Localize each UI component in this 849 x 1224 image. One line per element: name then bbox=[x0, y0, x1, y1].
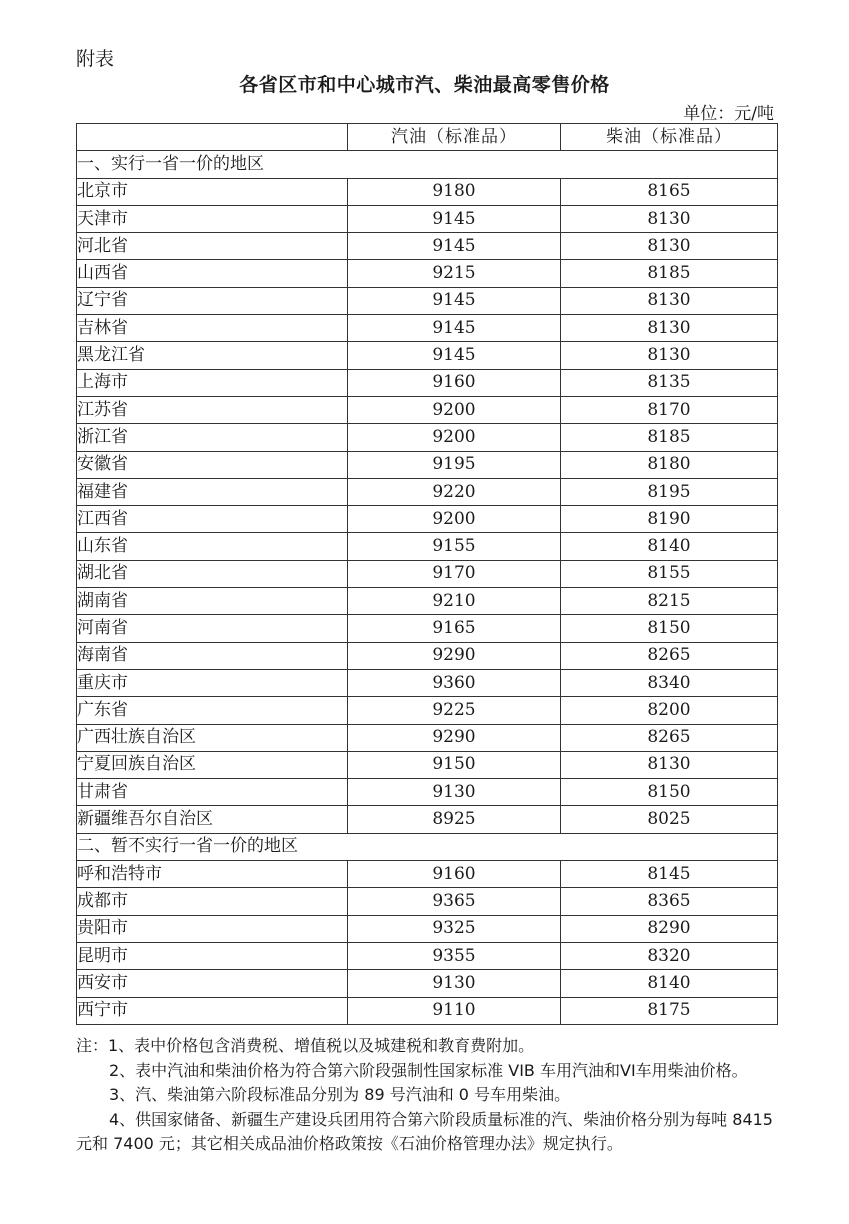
table-row bbox=[77, 260, 778, 287]
table-row bbox=[77, 970, 778, 997]
diesel-price: 8195 bbox=[561, 478, 778, 505]
gasoline-price: 9165 bbox=[348, 615, 561, 642]
region-name: 山西省 bbox=[77, 260, 348, 287]
gasoline-price: 9225 bbox=[348, 697, 561, 724]
section-label: 一、实行一省一价的地区 bbox=[77, 151, 778, 178]
section-row bbox=[77, 151, 778, 178]
table-row bbox=[77, 942, 778, 969]
gasoline-price: 9195 bbox=[348, 451, 561, 478]
diesel-price: 8135 bbox=[561, 369, 778, 396]
diesel-price: 8150 bbox=[561, 779, 778, 806]
table-row bbox=[77, 315, 778, 342]
region-name: 成都市 bbox=[77, 888, 348, 915]
diesel-price: 8130 bbox=[561, 751, 778, 778]
region-name: 辽宁省 bbox=[77, 287, 348, 314]
table-row bbox=[77, 615, 778, 642]
section-label: 二、暂不实行一省一价的地区 bbox=[77, 833, 778, 860]
gasoline-price: 9110 bbox=[348, 997, 561, 1024]
note-1: 注：1、表中价格包含消费税、增值税以及城建税和教育费附加。 bbox=[76, 1036, 535, 1055]
diesel-price: 8175 bbox=[561, 997, 778, 1024]
table-header-row bbox=[77, 124, 778, 151]
gasoline-price: 9200 bbox=[348, 506, 561, 533]
table-row bbox=[77, 779, 778, 806]
table-row bbox=[77, 178, 778, 205]
region-name: 呼和浩特市 bbox=[77, 861, 348, 888]
diesel-price: 8170 bbox=[561, 396, 778, 423]
region-name: 浙江省 bbox=[77, 424, 348, 451]
table-row bbox=[77, 669, 778, 696]
gasoline-price: 9150 bbox=[348, 751, 561, 778]
table-body bbox=[77, 151, 778, 1025]
table-row bbox=[77, 697, 778, 724]
table-row bbox=[77, 533, 778, 560]
gasoline-price: 9145 bbox=[348, 342, 561, 369]
gasoline-price: 9215 bbox=[348, 260, 561, 287]
table-row bbox=[77, 888, 778, 915]
region-name: 吉林省 bbox=[77, 315, 348, 342]
gasoline-price: 9155 bbox=[348, 533, 561, 560]
region-name: 甘肃省 bbox=[77, 779, 348, 806]
gasoline-price: 9130 bbox=[348, 779, 561, 806]
diesel-price: 8140 bbox=[561, 970, 778, 997]
note-4: 4、供国家储备、新疆生产建设兵团用符合第六阶段质量标准的汽、柴油价格分别为每吨 8415 元和 7400 元；其它相关成品油价格政策按《石油价格管理办法》规定执行。 bbox=[76, 1109, 773, 1153]
table-row bbox=[77, 451, 778, 478]
diesel-price: 8165 bbox=[561, 178, 778, 205]
region-name: 上海市 bbox=[77, 369, 348, 396]
diesel-price: 8215 bbox=[561, 588, 778, 615]
diesel-price: 8340 bbox=[561, 669, 778, 696]
diesel-price: 8140 bbox=[561, 533, 778, 560]
region-name: 河北省 bbox=[77, 233, 348, 260]
region-name: 天津市 bbox=[77, 205, 348, 232]
table-row bbox=[77, 588, 778, 615]
table-row bbox=[77, 806, 778, 833]
diesel-price: 8190 bbox=[561, 506, 778, 533]
gasoline-price: 9290 bbox=[348, 724, 561, 751]
table-row bbox=[77, 342, 778, 369]
region-name: 西安市 bbox=[77, 970, 348, 997]
diesel-price: 8130 bbox=[561, 342, 778, 369]
diesel-price: 8265 bbox=[561, 642, 778, 669]
region-name: 湖南省 bbox=[77, 588, 348, 615]
region-name: 广西壮族自治区 bbox=[77, 724, 348, 751]
table-row bbox=[77, 478, 778, 505]
region-name: 黑龙江省 bbox=[77, 342, 348, 369]
gasoline-price: 9200 bbox=[348, 424, 561, 451]
table-row bbox=[77, 861, 778, 888]
region-name: 安徽省 bbox=[77, 451, 348, 478]
region-name: 宁夏回族自治区 bbox=[77, 751, 348, 778]
gasoline-price: 9290 bbox=[348, 642, 561, 669]
gasoline-price: 9160 bbox=[348, 369, 561, 396]
diesel-price: 8130 bbox=[561, 233, 778, 260]
section-row bbox=[77, 833, 778, 860]
region-name: 北京市 bbox=[77, 178, 348, 205]
table-row bbox=[77, 506, 778, 533]
diesel-price: 8185 bbox=[561, 260, 778, 287]
diesel-price: 8155 bbox=[561, 560, 778, 587]
region-name: 新疆维吾尔自治区 bbox=[77, 806, 348, 833]
diesel-price: 8150 bbox=[561, 615, 778, 642]
diesel-price: 8365 bbox=[561, 888, 778, 915]
diesel-price: 8130 bbox=[561, 315, 778, 342]
gasoline-price: 9130 bbox=[348, 970, 561, 997]
gasoline-price: 9145 bbox=[348, 287, 561, 314]
note-3: 3、汽、柴油第六阶段标准品分别为 89 号汽油和 0 号车用柴油。 bbox=[109, 1085, 571, 1104]
region-name: 广东省 bbox=[77, 697, 348, 724]
diesel-price: 8200 bbox=[561, 697, 778, 724]
region-name: 山东省 bbox=[77, 533, 348, 560]
gasoline-price: 9325 bbox=[348, 915, 561, 942]
gasoline-price: 9180 bbox=[348, 178, 561, 205]
diesel-price: 8320 bbox=[561, 942, 778, 969]
note-2: 2、表中汽油和柴油价格为符合第六阶段强制性国家标准 VIB 车用汽油和VI车用柴油价格。 bbox=[109, 1060, 748, 1080]
gasoline-price: 9170 bbox=[348, 560, 561, 587]
gasoline-price: 9160 bbox=[348, 861, 561, 888]
table-row bbox=[77, 915, 778, 942]
diesel-price: 8290 bbox=[561, 915, 778, 942]
diesel-price: 8185 bbox=[561, 424, 778, 451]
gasoline-price: 9360 bbox=[348, 669, 561, 696]
table-row bbox=[77, 997, 778, 1024]
table-row bbox=[77, 724, 778, 751]
table-row bbox=[77, 233, 778, 260]
gasoline-price: 9145 bbox=[348, 205, 561, 232]
gasoline-price: 9365 bbox=[348, 888, 561, 915]
region-name: 江苏省 bbox=[77, 396, 348, 423]
gasoline-price: 9220 bbox=[348, 478, 561, 505]
region-name: 福建省 bbox=[77, 478, 348, 505]
region-name: 贵阳市 bbox=[77, 915, 348, 942]
gasoline-price: 8925 bbox=[348, 806, 561, 833]
gasoline-price: 9200 bbox=[348, 396, 561, 423]
region-name: 重庆市 bbox=[77, 669, 348, 696]
header-diesel: 柴油（标准品） bbox=[561, 124, 778, 151]
gasoline-price: 9355 bbox=[348, 942, 561, 969]
diesel-price: 8025 bbox=[561, 806, 778, 833]
price-table bbox=[76, 123, 778, 1025]
gasoline-price: 9210 bbox=[348, 588, 561, 615]
region-name: 海南省 bbox=[77, 642, 348, 669]
region-name: 昆明市 bbox=[77, 942, 348, 969]
gasoline-price: 9145 bbox=[348, 233, 561, 260]
table-row bbox=[77, 369, 778, 396]
table-row bbox=[77, 751, 778, 778]
table-row bbox=[77, 396, 778, 423]
header-gasoline: 汽油（标准品） bbox=[348, 124, 561, 151]
diesel-price: 8130 bbox=[561, 205, 778, 232]
header-region bbox=[77, 124, 348, 151]
diesel-price: 8180 bbox=[561, 451, 778, 478]
unit-label: 单位：元/吨 bbox=[683, 104, 774, 124]
appendix-label: 附表 bbox=[76, 48, 115, 70]
region-name: 河南省 bbox=[77, 615, 348, 642]
diesel-price: 8130 bbox=[561, 287, 778, 314]
table-row bbox=[77, 560, 778, 587]
table-row bbox=[77, 642, 778, 669]
diesel-price: 8265 bbox=[561, 724, 778, 751]
region-name: 江西省 bbox=[77, 506, 348, 533]
diesel-price: 8145 bbox=[561, 861, 778, 888]
region-name: 湖北省 bbox=[77, 560, 348, 587]
table-row bbox=[77, 424, 778, 451]
document-title: 各省区市和中心城市汽、柴油最高零售价格 bbox=[239, 74, 610, 96]
table-row bbox=[77, 205, 778, 232]
table-row bbox=[77, 287, 778, 314]
gasoline-price: 9145 bbox=[348, 315, 561, 342]
region-name: 西宁市 bbox=[77, 997, 348, 1024]
notes bbox=[76, 1034, 781, 1157]
